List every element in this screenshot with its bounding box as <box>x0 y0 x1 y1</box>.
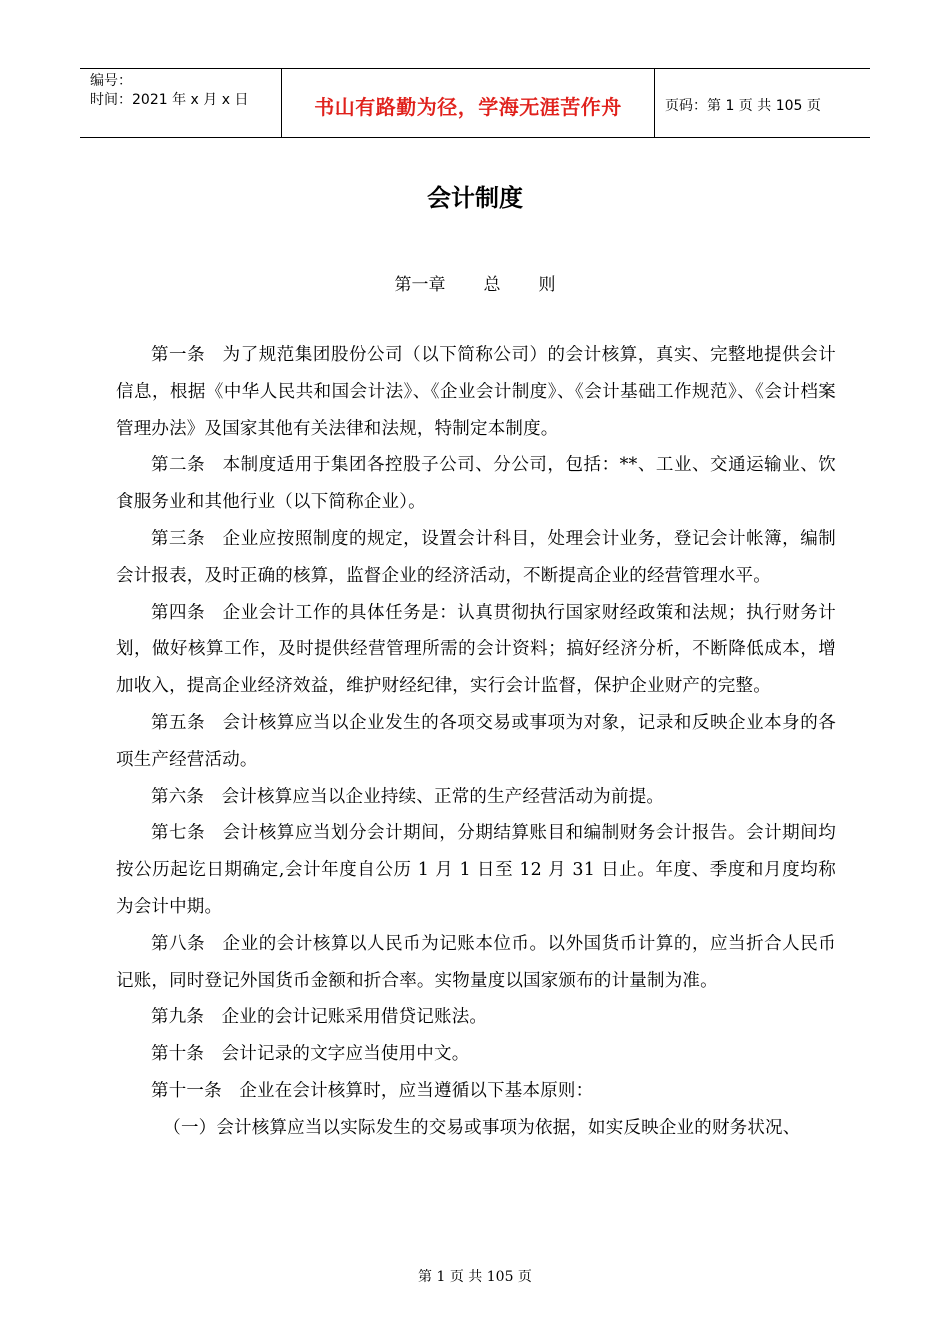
article-text: 企业在会计核算时，应当遵循以下基本原则： <box>239 1080 594 1101</box>
header-meta-cell <box>80 69 282 137</box>
chapter-number: 第一章 <box>394 275 446 295</box>
document-body <box>116 337 836 1147</box>
header-motto-cell <box>282 69 655 137</box>
article-text: 为了规范集团股份公司（以下简称公司）的会计核算，真实、完整地提供会计信息，根据《中华人民共和国会计法》、《企业会计制度》、《会计基础工作规范》、《会计档案管理办法》及国家其他有关法律和法规，特制定本制度。 <box>116 345 836 439</box>
header-page-cell <box>655 69 870 137</box>
article-paragraph <box>116 815 836 925</box>
chapter-heading <box>0 270 950 295</box>
article-label: 第八条 <box>151 933 206 954</box>
chapter-title-word-2: 则 <box>538 275 556 295</box>
article-text: 企业的会计核算以人民币为记账本位币。以外国货币计算的，应当折合人民币记账，同时登记外国货币金额和折合率。实物量度以国家颁布的计量制为准。 <box>116 933 836 991</box>
article-paragraph <box>116 1036 836 1073</box>
article-label: 第十一条 <box>151 1080 222 1101</box>
header-motto: 书山有路勤为径，学海无涯苦作舟 <box>314 94 622 119</box>
document-time-label: 时间：2021 年 x 月 x 日 <box>90 92 249 108</box>
article-label: 第十条 <box>151 1044 205 1065</box>
article-paragraph <box>116 521 836 595</box>
article-text: 会计核算应当以企业发生的各项交易或事项为对象，记录和反映企业本身的各项生产经营活动。 <box>116 712 836 770</box>
article-text: 本制度适用于集团各控股子公司、分公司，包括：**、工业、交通运输业、饮食服务业和其他行业（以下简称企业）。 <box>116 455 836 513</box>
article-label: 第六条 <box>151 786 205 807</box>
document-title: 会计制度 <box>427 184 523 212</box>
article-paragraph <box>116 926 836 1000</box>
article-text: 会计记录的文字应当使用中文。 <box>221 1044 470 1065</box>
header-page-label: 页码：第 1 页 共 105 页 <box>665 98 821 114</box>
article-text: 会计核算应当划分会计期间，分期结算账目和编制财务会计报告。会计期间均按公历起讫日期确定,会计年度自公历 1 月 1 日至 12 月 31 日止。年度、季度和月度均称为会计中期。 <box>116 823 836 917</box>
article-paragraph <box>116 595 836 705</box>
article-paragraph <box>116 999 836 1036</box>
article-paragraph <box>116 1073 836 1110</box>
article-text: 会计核算应当以企业持续、正常的生产经营活动为前提。 <box>221 786 665 807</box>
document-number-label: 编号： <box>90 73 132 89</box>
article-text: 企业应按照制度的规定，设置会计科目，处理会计业务，登记会计帐簿，编制会计报表，及时正确的核算，监督企业的经济活动，不断提高企业的经营管理水平。 <box>116 528 836 586</box>
page-footer: 第 1 页 共 105 页 <box>418 1269 532 1285</box>
article-paragraph <box>116 705 836 779</box>
article-label: 第九条 <box>151 1007 205 1028</box>
header-table <box>80 68 870 138</box>
article-paragraph <box>116 779 836 816</box>
article-label: 第三条 <box>151 528 206 549</box>
article-text: 企业会计工作的具体任务是：认真贯彻执行国家财经政策和法规；执行财务计划，做好核算工作，及时提供经营管理所需的会计资料；搞好经济分析，不断降低成本，增加收入，提高企业经济效益，维护财经纪律，实行会计监督，保护企业财产的完整。 <box>116 602 836 697</box>
article-label: 第七条 <box>151 823 206 844</box>
sub-item-paragraph: （一）会计核算应当以实际发生的交易或事项为依据，如实反映企业的财务状况、 <box>163 1117 801 1138</box>
article-paragraph <box>116 337 836 447</box>
article-paragraph <box>116 447 836 521</box>
article-label: 第二条 <box>151 455 206 476</box>
article-label: 第四条 <box>151 602 206 623</box>
article-label: 第一条 <box>151 345 206 365</box>
chapter-title-word-1: 总 <box>483 275 501 295</box>
article-label: 第五条 <box>151 712 206 733</box>
article-text: 企业的会计记账采用借贷记账法。 <box>221 1007 488 1028</box>
